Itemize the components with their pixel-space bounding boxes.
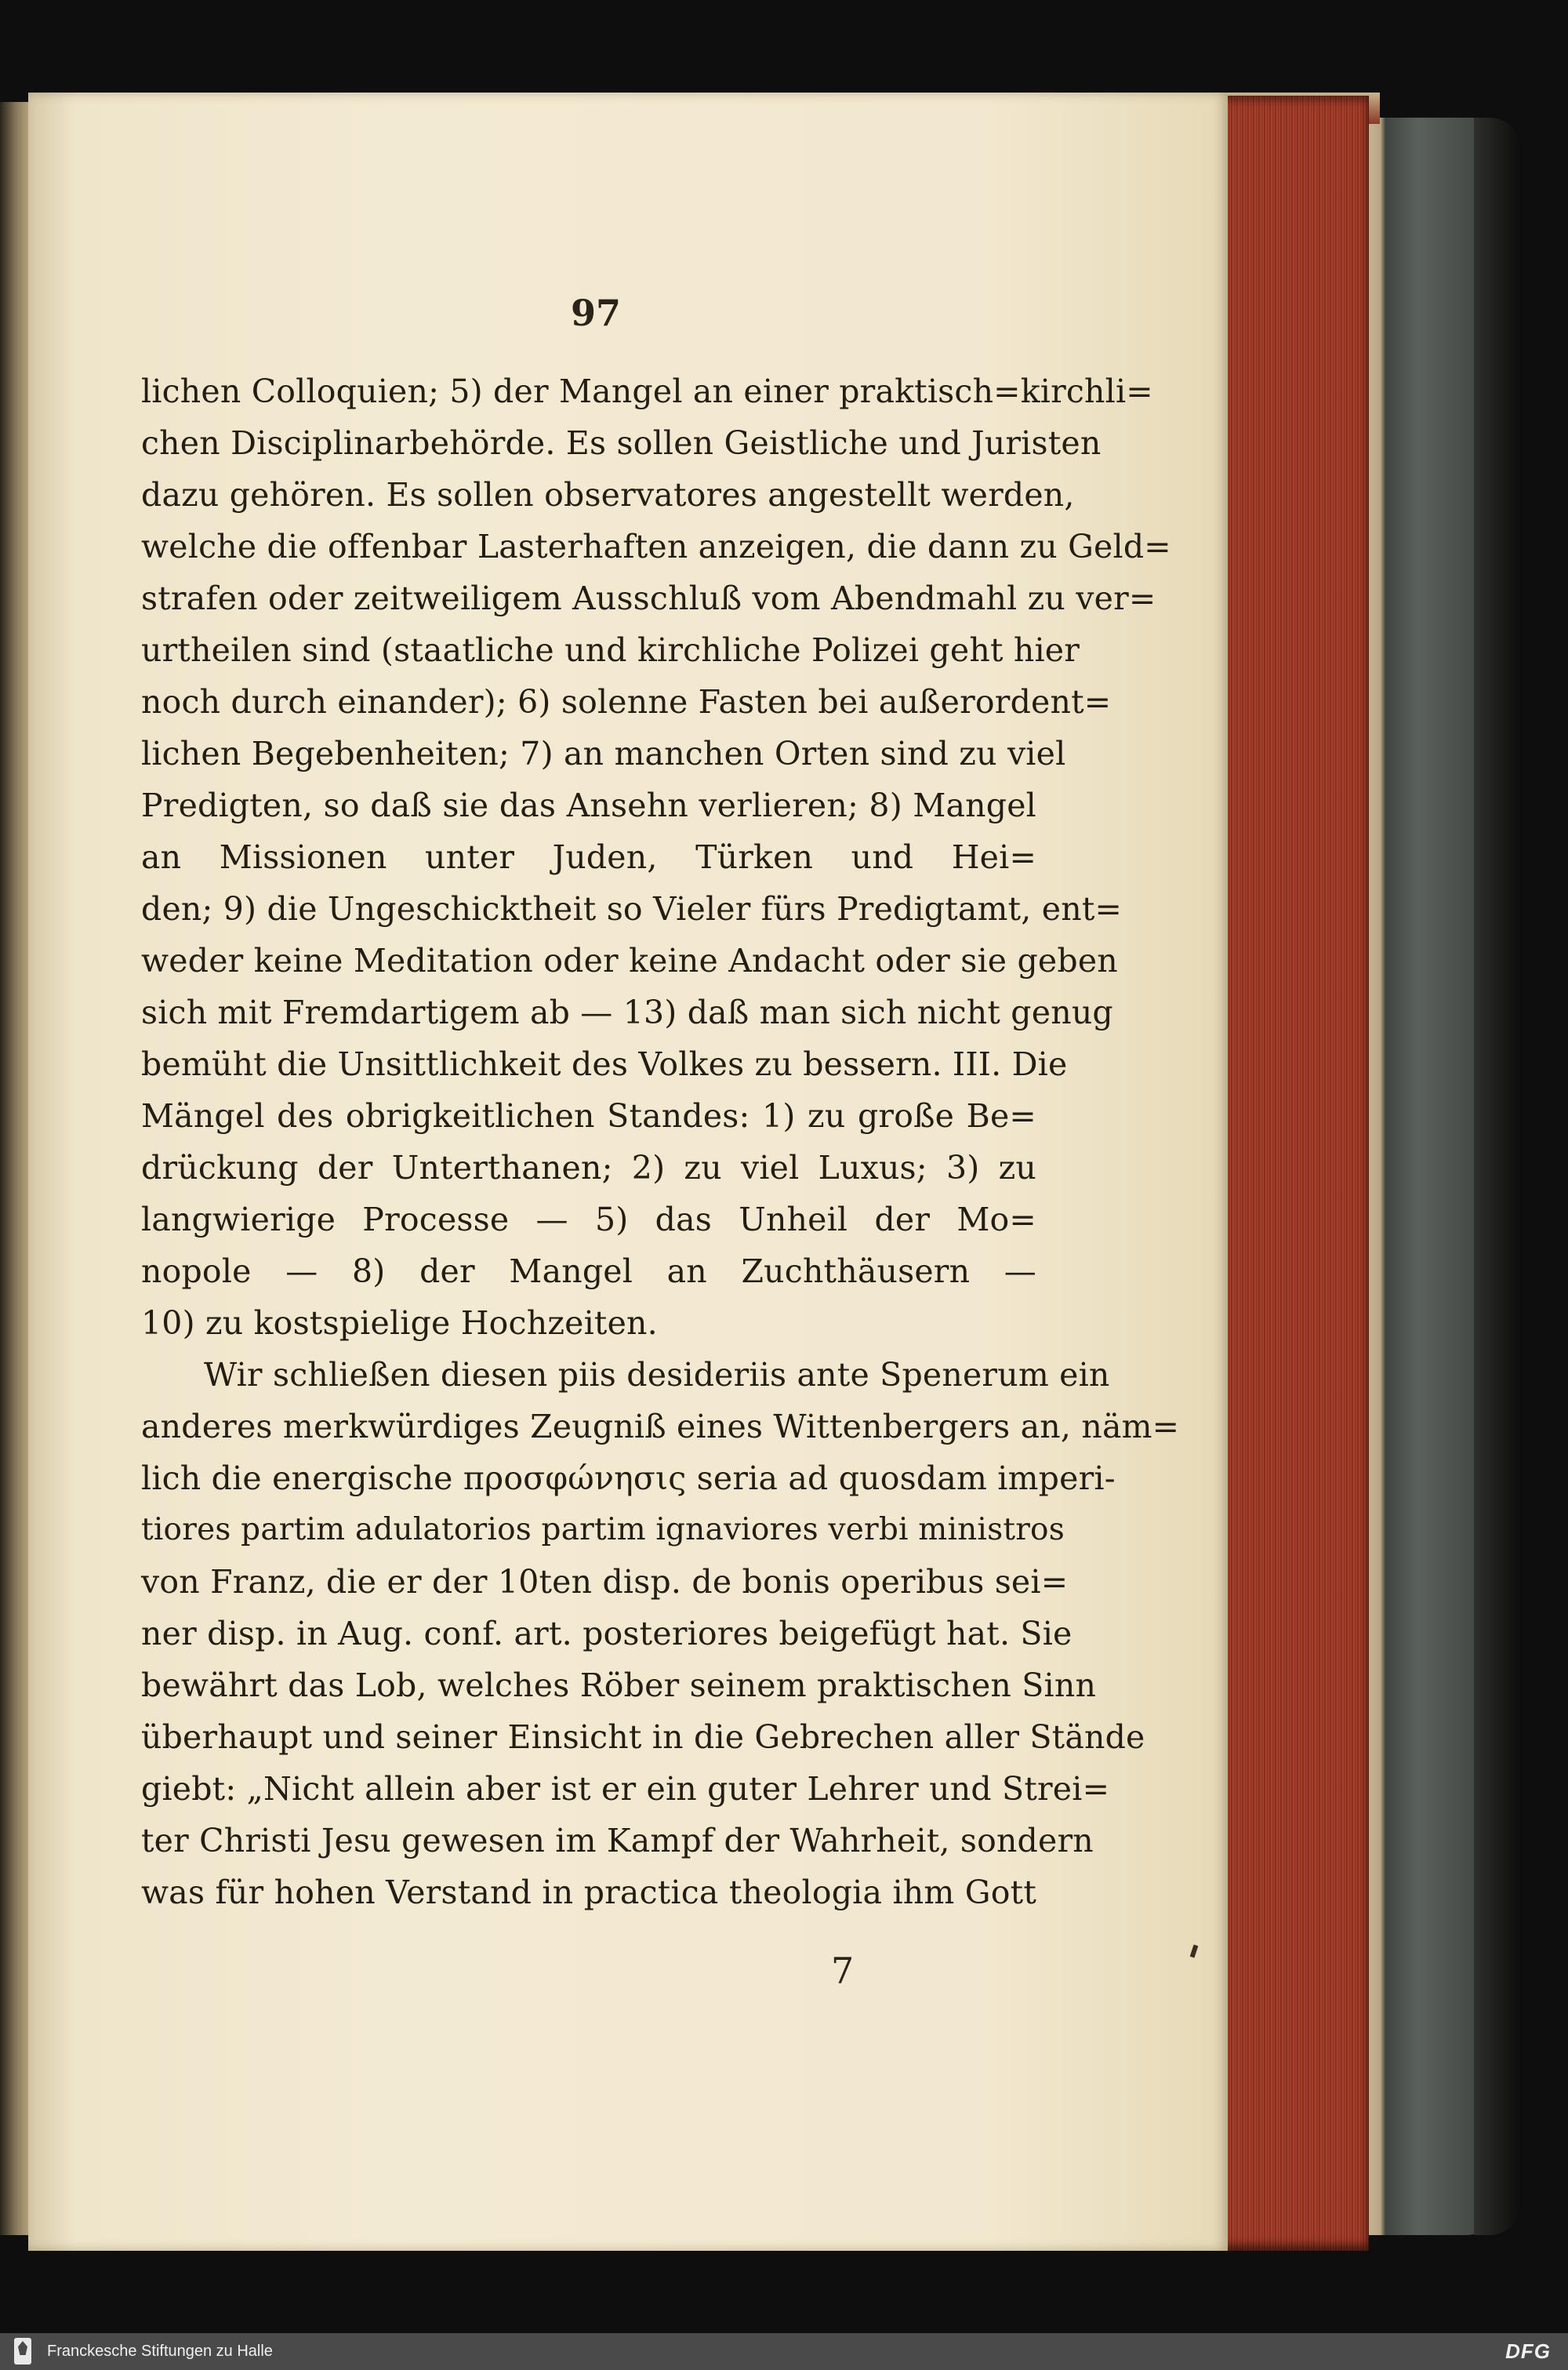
text-line: lich die energische προσφώνησις seria ad quosdam imperi-: [141, 1459, 1116, 1497]
text-line: bewährt das Lob, welches Röber seinem praktischen Sinn: [141, 1667, 1097, 1704]
institution-logo-icon: [14, 2338, 31, 2365]
text-line: weder keine Meditation oder keine Andacht oder sie geben: [141, 942, 1118, 980]
text-line: was für hohen Verstand in practica theologia ihm Gott: [141, 1874, 1036, 1911]
text-line: lichen Begebenheiten; 7) an manchen Orten sind zu viel: [141, 735, 1066, 772]
text-line: noch durch einander); 6) solenne Fasten bei außerordent=: [141, 683, 1112, 721]
text-line: Predigten, so daß sie das Ansehn verlieren; 8) Mangel: [141, 787, 1036, 824]
text-line: nopole — 8) der Mangel an Zuchthäusern —: [141, 1252, 1036, 1290]
text-line: giebt: „Nicht allein aber ist er ein guter Lehrer und Strei=: [141, 1770, 1110, 1808]
text-line: tiores partim adulatorios partim ignaviores verbi ministros: [141, 1512, 1065, 1547]
text-line: den; 9) die Ungeschicktheit so Vieler fürs Predigtamt, ent=: [141, 890, 1123, 928]
dfg-logo: DFG: [1505, 2339, 1551, 2363]
page-number: 97: [570, 292, 621, 334]
text-line: strafen oder zeitweiligem Ausschluß vom Abendmahl zu ver=: [141, 580, 1156, 617]
text-line: langwierige Processe — 5) das Unheil der Mo=: [141, 1201, 1036, 1238]
text-line: Mängel des obrigkeitlichen Standes: 1) zu große Be=: [141, 1097, 1036, 1135]
text-line: überhaupt und seiner Einsicht in die Gebrechen aller Stände: [141, 1718, 1145, 1756]
text-line: chen Disciplinarbehörde. Es sollen Geistliche und Juristen: [141, 424, 1102, 462]
cover-shadow: [1474, 118, 1521, 2235]
text-line: 10) zu kostspielige Hochzeiten.: [141, 1304, 658, 1342]
page-block-edges: [1220, 96, 1369, 2251]
text-line: lichen Colloquien; 5) der Mangel an einer praktisch=kirchli=: [141, 373, 1153, 410]
text-line: dazu gehören. Es sollen observatores angestellt werden,: [141, 476, 1075, 514]
footer-bar: [0, 2333, 1568, 2370]
footer-label: Franckesche Stiftungen zu Halle: [47, 2343, 273, 2360]
text-line: drückung der Unterthanen; 2) zu viel Luxus; 3) zu: [141, 1149, 1036, 1187]
previous-page-edge: [0, 102, 30, 2235]
text-line: anderes merkwürdiges Zeugniß eines Wittenbergers an, näm=: [141, 1408, 1180, 1445]
text-line: bemüht die Unsittlichkeit des Volkes zu bessern. III. Die: [141, 1045, 1068, 1083]
text-line: an Missionen unter Juden, Türken und Hei=: [141, 838, 1036, 876]
text-line: von Franz, die er der 10ten disp. de bonis operibus sei=: [141, 1563, 1069, 1601]
text-line: sich mit Fremdartigem ab — 13) daß man sich nicht genug: [141, 994, 1113, 1031]
text-line: urtheilen sind (staatliche und kirchliche Polizei geht hier: [141, 631, 1080, 669]
signature-mark: 7: [831, 1950, 855, 1992]
text-line: ter Christi Jesu gewesen im Kampf der Wahrheit, sondern: [141, 1822, 1094, 1859]
text-line: Wir schließen diesen piis desideriis ante Spenerum ein: [204, 1356, 1110, 1394]
text-line: ner disp. in Aug. conf. art. posteriores beigefügt hat. Sie: [141, 1615, 1073, 1652]
body-text: [141, 365, 1180, 1918]
text-line: welche die offenbar Lasterhaften anzeigen, die dann zu Geld=: [141, 528, 1171, 565]
